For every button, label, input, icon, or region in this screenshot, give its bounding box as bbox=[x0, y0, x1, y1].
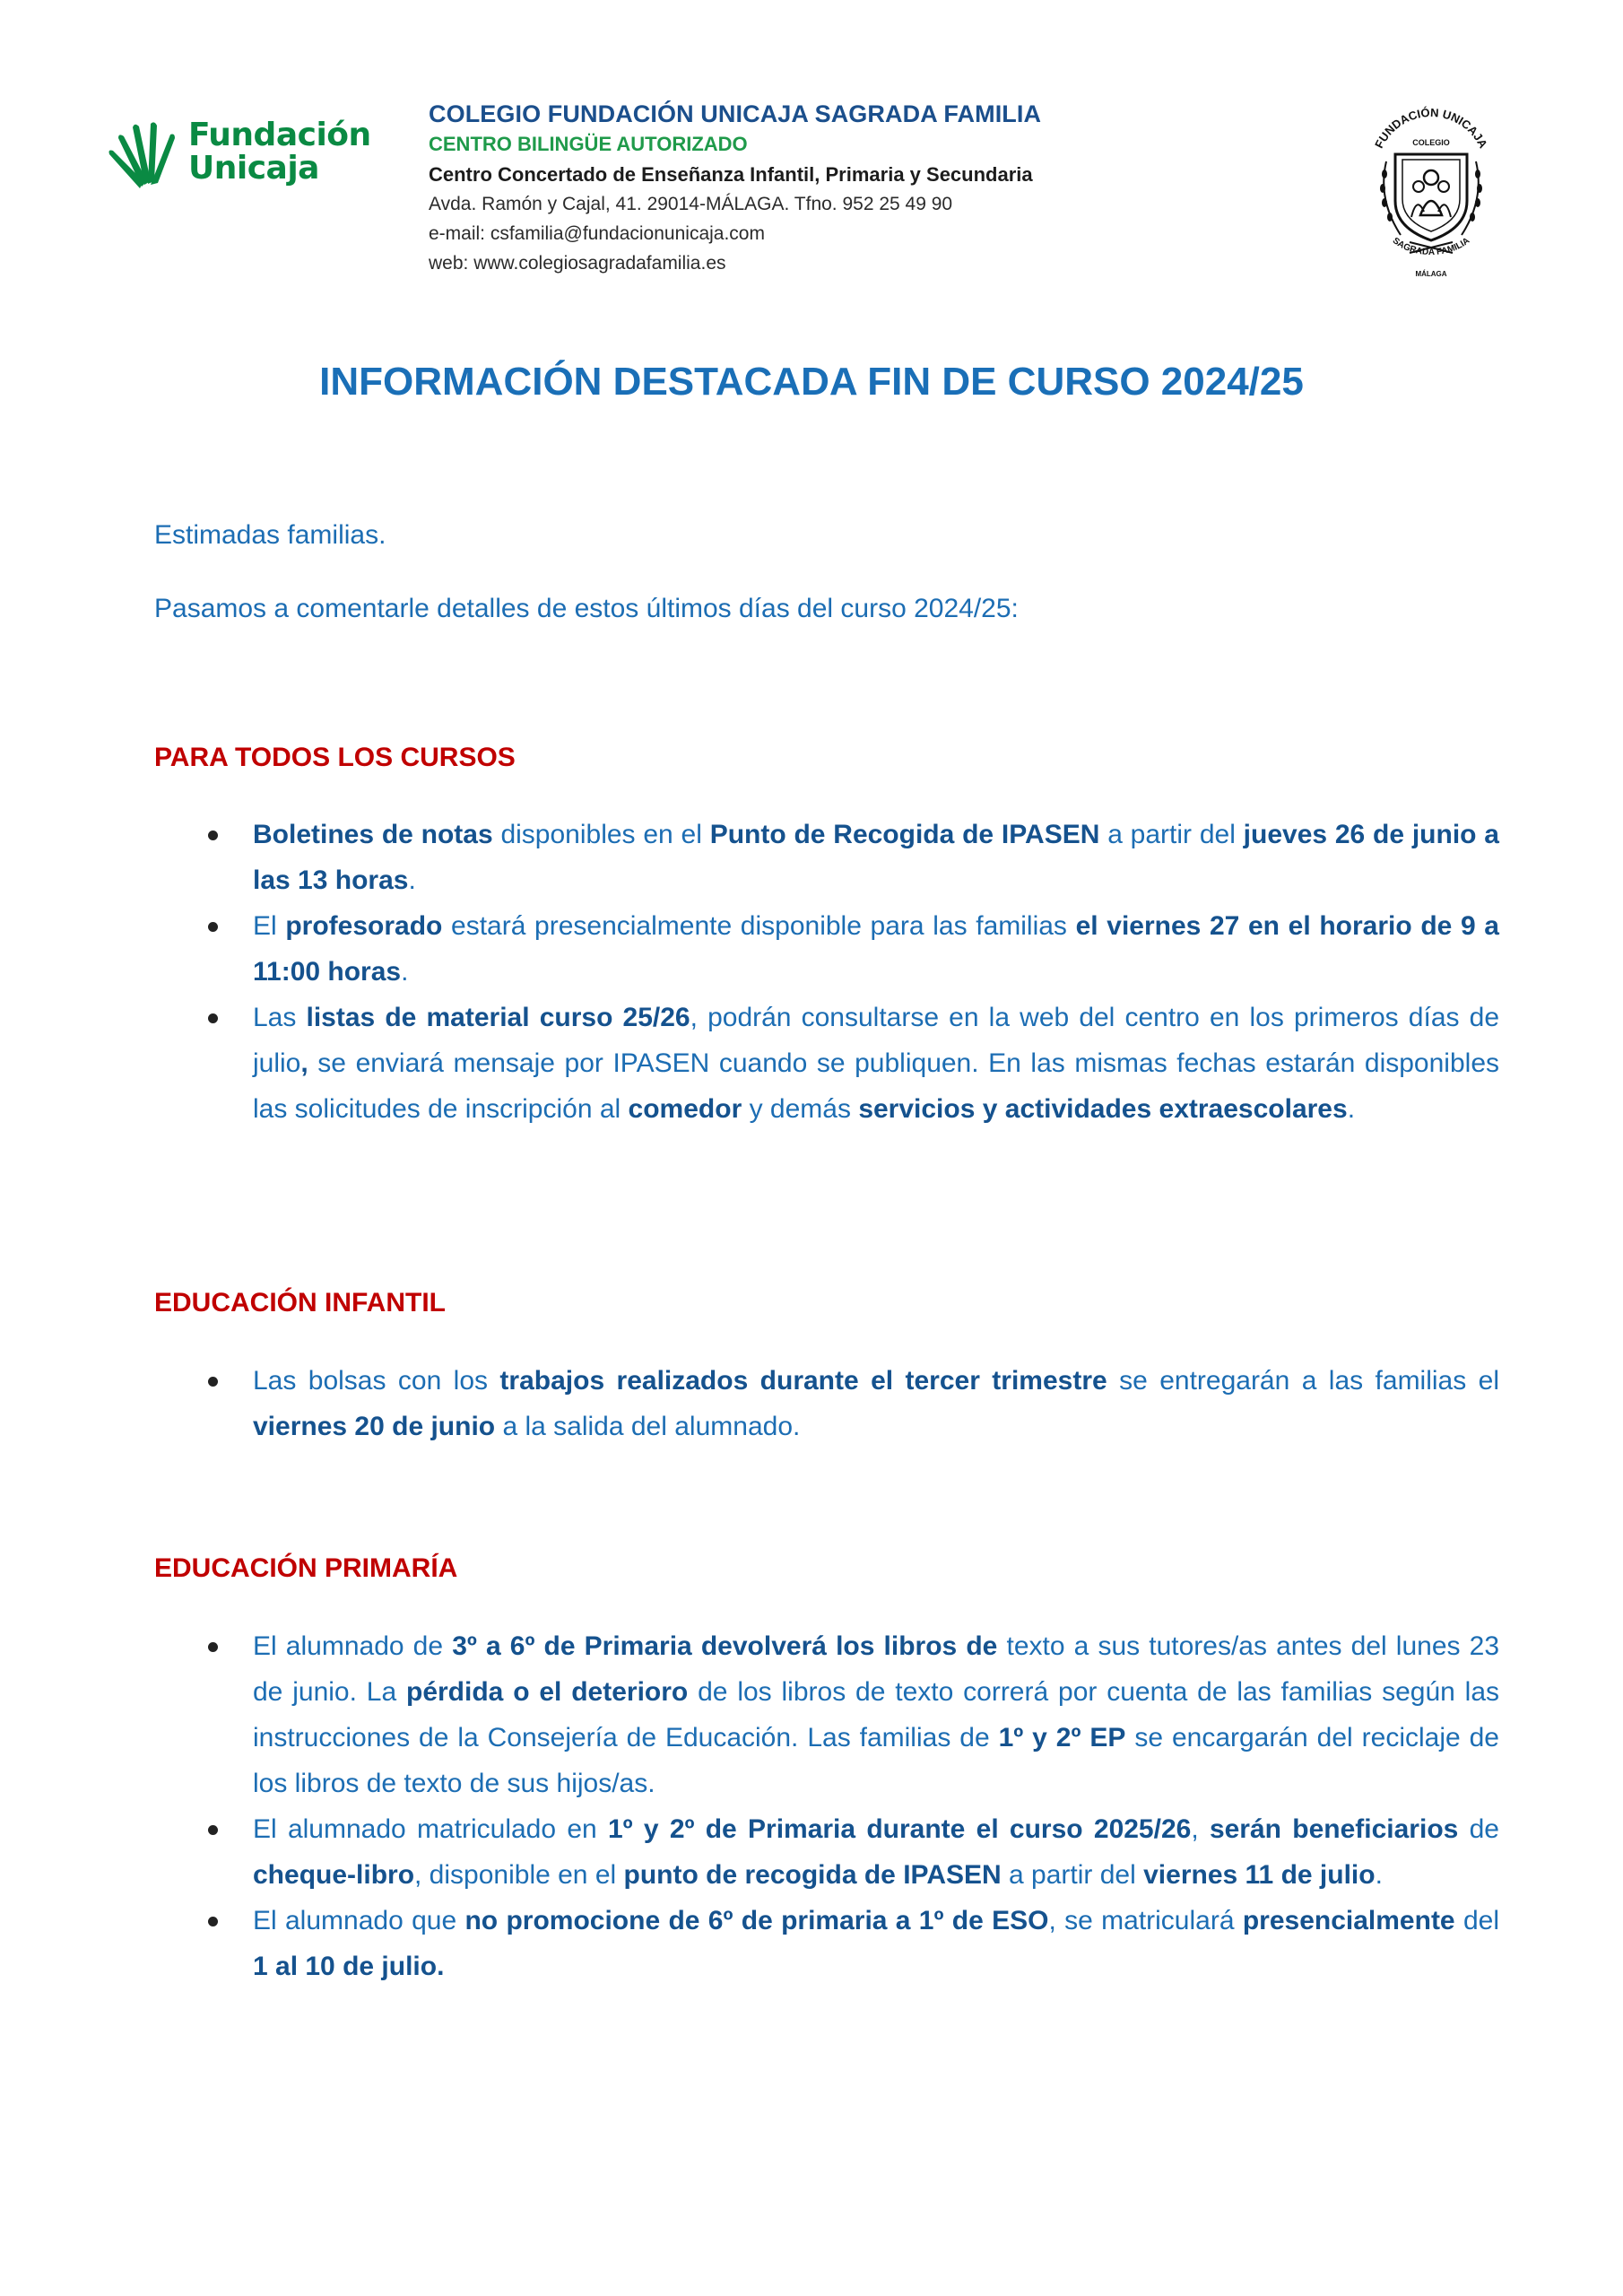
bullet-item bbox=[0, 995, 1623, 1132]
bold-text: viernes 20 de junio bbox=[253, 1412, 496, 1441]
logo-wordmark bbox=[188, 118, 371, 185]
school-seal-icon bbox=[1365, 100, 1497, 280]
seal-top-text: FUNDACIÓN UNICAJA bbox=[1372, 105, 1490, 151]
bold-text: pérdida o el deterioro bbox=[406, 1677, 689, 1707]
logo-line-2: Unicaja bbox=[188, 150, 319, 187]
bullet-item bbox=[0, 1898, 1623, 1989]
text-segment: . bbox=[401, 957, 409, 987]
logo-line-1: Fundación bbox=[188, 117, 371, 153]
text-segment: El bbox=[253, 911, 286, 941]
bold-text: serán beneficiarios bbox=[1209, 1814, 1459, 1844]
bold-text: viernes 11 de julio bbox=[1143, 1860, 1376, 1890]
center-type: Centro Concertado de Enseñanza Infantil, Primaria y Secundaria bbox=[429, 163, 1033, 186]
bullet-list-primaria bbox=[0, 1623, 1623, 1989]
greeting: Estimadas familias. bbox=[154, 520, 386, 550]
text-segment: , se matriculará bbox=[1048, 1906, 1243, 1935]
bold-text: el viernes 27 en el horario de 9 a 11:00 horas bbox=[253, 911, 1499, 987]
bold-text: cheque-libro bbox=[253, 1860, 415, 1890]
bullet-item bbox=[0, 812, 1623, 903]
bold-text: Punto de Recogida de IPASEN bbox=[709, 820, 1100, 849]
text-segment: a la salida del alumnado. bbox=[495, 1412, 801, 1441]
school-email: e-mail: csfamilia@fundacionunicaja.com bbox=[429, 223, 765, 244]
text-segment: . bbox=[408, 865, 416, 895]
text-segment: se enviará mensaje por IPASEN cuando se publiquen. En las mismas fechas estarán disponibles las solicitudes de inscripción al bbox=[253, 1048, 1499, 1124]
text-segment: Las bolsas con los bbox=[253, 1366, 500, 1396]
fundacion-unicaja-logo bbox=[106, 115, 371, 196]
bold-text: listas de material curso 25/26 bbox=[306, 1003, 690, 1032]
text-segment: se entregarán a las familias el bbox=[1107, 1366, 1499, 1396]
bullet-item bbox=[0, 1623, 1623, 1806]
bullet-list-infantil bbox=[0, 1358, 1623, 1449]
bold-text: jueves 26 de junio a las 13 horas bbox=[253, 820, 1499, 895]
text-segment: a partir del bbox=[1099, 820, 1244, 849]
text-segment: se encargarán del reciclaje de los libros de texto de sus hijos/as. bbox=[253, 1723, 1499, 1798]
text-segment: estará presencialmente disponible para las familias bbox=[442, 911, 1076, 941]
bullet-item bbox=[0, 903, 1623, 995]
bullet-item bbox=[0, 1358, 1623, 1449]
bullet-list-todos bbox=[0, 812, 1623, 1132]
document-title: INFORMACIÓN DESTACADA FIN DE CURSO 2024/25 bbox=[319, 360, 1304, 404]
seal-bottom-text: SAGRADA FAMILIA bbox=[1390, 236, 1472, 257]
bold-text: 3º a 6º de Primaria devolverá los libros de bbox=[452, 1631, 998, 1661]
text-segment: texto a sus tutores/as antes del lunes 23 de junio. La bbox=[253, 1631, 1500, 1707]
seal-city-text: MÁLAGA bbox=[1415, 270, 1447, 278]
bold-text: comedor bbox=[628, 1094, 742, 1124]
bullet-item bbox=[0, 1806, 1623, 1898]
bold-text: 1º y 2º de Primaria durante el curso 2025/26 bbox=[607, 1814, 1192, 1844]
text-segment: del bbox=[1454, 1906, 1499, 1935]
bold-text: Boletines de notas bbox=[253, 820, 493, 849]
text-segment: El alumnado matriculado en bbox=[253, 1814, 608, 1844]
seal-sub-text: COLEGIO bbox=[1412, 138, 1450, 147]
school-address: Avda. Ramón y Cajal, 41. 29014-MÁLAGA. Tfno. 952 25 49 90 bbox=[429, 194, 953, 214]
bold-text: presencialmente bbox=[1242, 1906, 1455, 1935]
text-segment: , disponible en el bbox=[414, 1860, 624, 1890]
text-segment: Las bbox=[253, 1003, 307, 1032]
text-segment: . bbox=[1375, 1860, 1383, 1890]
text-segment: , podrán consultarse en la web del centro en los primeros días de julio bbox=[253, 1003, 1499, 1078]
section-heading-todos: PARA TODOS LOS CURSOS bbox=[154, 743, 516, 772]
text-segment: . bbox=[1347, 1094, 1356, 1124]
bold-text: profesorado bbox=[285, 911, 443, 941]
text-segment: y demás bbox=[742, 1094, 859, 1124]
bold-text: 1 al 10 de julio. bbox=[253, 1952, 445, 1981]
section-heading-primaria: EDUCACIÓN PRIMARÍA bbox=[154, 1553, 458, 1583]
intro-text: Pasamos a comentarle detalles de estos últimos días del curso 2024/25: bbox=[154, 594, 1019, 623]
fan-logo-icon bbox=[106, 118, 179, 192]
text-segment: a partir del bbox=[1001, 1860, 1144, 1890]
bold-text: servicios y actividades extraescolares bbox=[858, 1094, 1348, 1124]
text-segment: de bbox=[1458, 1814, 1499, 1844]
bold-text: no promocione de 6º de primaria a 1º de ESO bbox=[464, 1906, 1049, 1935]
text-segment: , bbox=[1191, 1814, 1210, 1844]
text-segment: disponibles en el bbox=[492, 820, 710, 849]
bold-text: trabajos realizados durante el tercer trimestre bbox=[499, 1366, 1107, 1396]
school-info bbox=[429, 99, 1218, 278]
section-heading-infantil: EDUCACIÓN INFANTIL bbox=[154, 1288, 446, 1318]
text-segment: El alumnado de bbox=[253, 1631, 453, 1661]
bold-text: , bbox=[300, 1048, 308, 1078]
school-web: web: www.colegiosagradafamilia.es bbox=[429, 253, 726, 274]
text-segment: El alumnado que bbox=[253, 1906, 465, 1935]
bilingual-label: CENTRO BILINGÜE AUTORIZADO bbox=[429, 133, 748, 155]
text-segment: de los libros de texto correrá por cuenta de las familias según las instrucciones de la Consejería de Educación. Las familias de bbox=[253, 1677, 1500, 1752]
bold-text: 1º y 2º EP bbox=[998, 1723, 1126, 1752]
school-name: COLEGIO FUNDACIÓN UNICAJA SAGRADA FAMILIA bbox=[429, 100, 1042, 127]
bold-text: punto de recogida de IPASEN bbox=[623, 1860, 1002, 1890]
